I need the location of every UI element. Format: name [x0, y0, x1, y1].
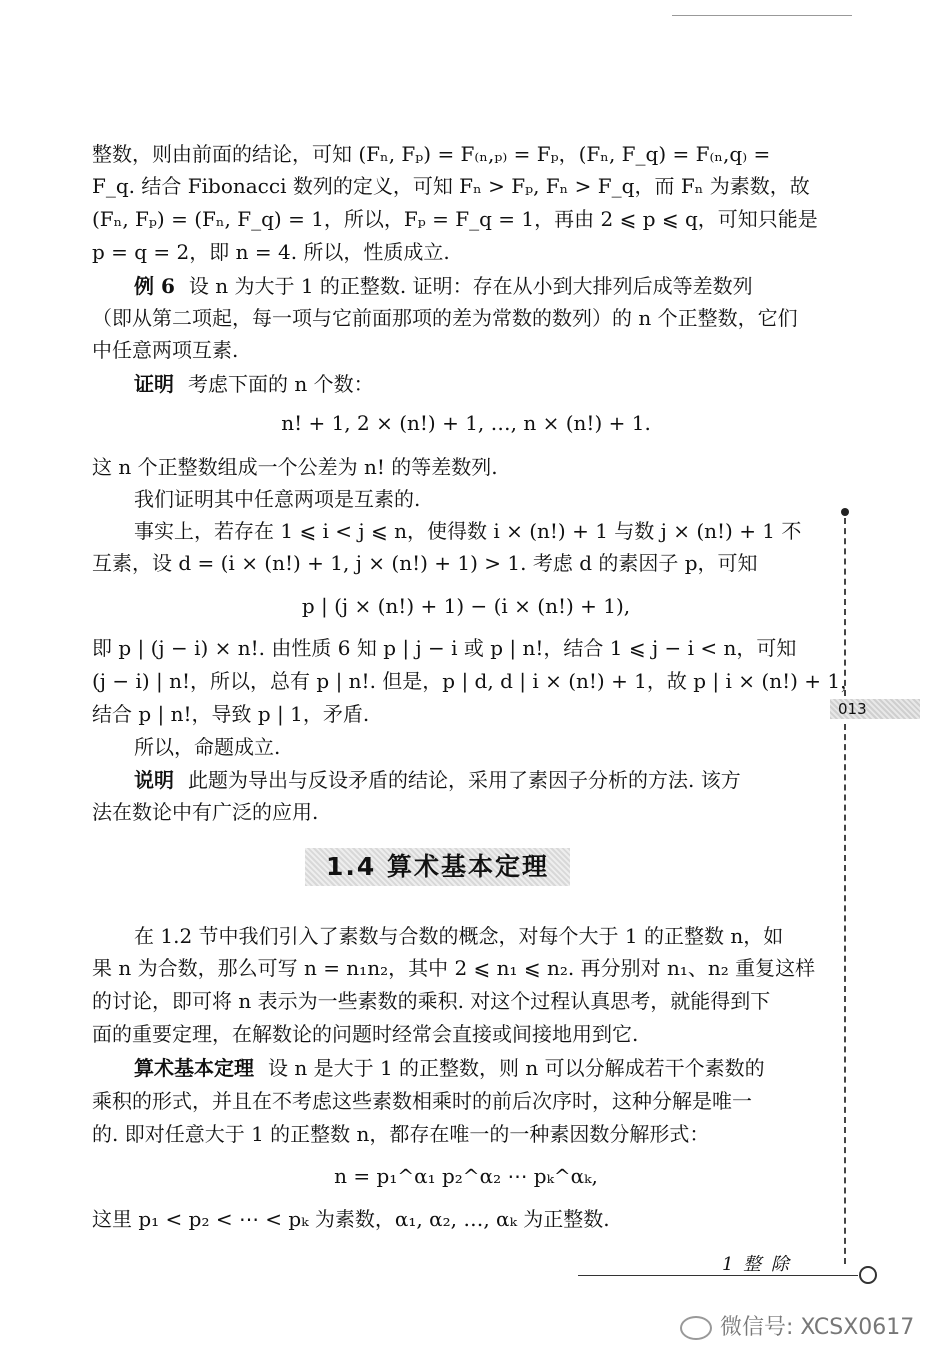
remark-text: 此题为导出与反设矛盾的结论，采用了素因子分析的方法. 该方: [188, 768, 741, 792]
top-rule: [672, 15, 852, 16]
intro-l3: 的讨论，即可将 n 表示为一些素数的乘积. 对这个过程认真思考，就能得到下: [92, 989, 771, 1013]
section-title: 1.4 算术基本定理: [305, 848, 570, 886]
intro-l1: 在 1.2 节中我们引入了素数与合数的概念，对每个大于 1 的正整数 n，如: [134, 924, 784, 948]
proof-p4c: 结合 p | n!，导致 p | 1，矛盾.: [92, 702, 370, 726]
margin-dot: [841, 508, 849, 516]
margin-dash-upper: [844, 518, 846, 696]
proof-p3a: 事实上，若存在 1 ⩽ i < j ⩽ n，使得数 i × (n!) + 1 与数 j × (n!) + 1 不: [134, 519, 802, 543]
proof-p3b: 互素，设 d = (i × (n!) + 1, j × (n!) + 1) > 1. 考虑 d 的素因子 p，可知: [92, 551, 758, 575]
example6-line2: （即从第二项起，每一项与它前面那项的差为常数的数列）的 n 个正整数，它们: [92, 306, 798, 330]
theorem-text: 设 n 是大于 1 的正整数，则 n 可以分解成若干个素数的: [268, 1056, 765, 1080]
example-label: 例 6: [134, 274, 175, 298]
remark-line2: 法在数论中有广泛的应用.: [92, 800, 319, 824]
watermark-text: 微信号: XCSX0617: [720, 1315, 915, 1340]
footer-rule: [578, 1275, 858, 1276]
wechat-icon: [680, 1316, 712, 1340]
theorem-label: 算术基本定理: [134, 1056, 254, 1080]
proof-p1: 这 n 个正整数组成一个公差为 n! 的等差数列.: [92, 455, 498, 479]
proof-p5: 所以，命题成立.: [134, 735, 281, 759]
intro-l4: 面的重要定理，在解数论的问题时经常会直接或间接地用到它.: [92, 1022, 639, 1046]
intro-l2: 果 n 为合数，那么可写 n = n₁n₂，其中 2 ⩽ n₁ ⩽ n₂. 再分别对 n₁、n₂ 重复这样: [92, 956, 816, 980]
page-number: 013: [830, 699, 920, 719]
proof-label: 证明: [134, 372, 174, 396]
margin-dash-lower: [844, 724, 846, 1264]
remark-line1: [134, 764, 834, 796]
text-line-3: (Fₙ, Fₚ) = (Fₙ, F_q) = 1，所以，Fₚ = F_q = 1，再由 2 ⩽ p ⩽ q，可知只能是: [92, 207, 818, 231]
example6-line3: 中任意两项互素.: [92, 338, 239, 362]
text-line-4: p = q = 2，即 n = 4. 所以，性质成立.: [92, 240, 450, 264]
formula-1: n! + 1, 2 × (n!) + 1, …, n × (n!) + 1.: [281, 411, 651, 435]
example6-line1: [134, 270, 834, 302]
text-line-2: F_q. 结合 Fibonacci 数列的定义，可知 Fₙ > Fₚ, Fₙ > F_q，而 Fₙ 为素数，故: [92, 174, 810, 198]
formula-2: p | (j × (n!) + 1) − (i × (n!) + 1),: [301, 594, 631, 618]
formula-3: n = p₁^α₁ p₂^α₂ ⋯ pₖ^αₖ,: [334, 1164, 598, 1188]
theorem-l1: [134, 1052, 834, 1084]
example-text: 设 n 为大于 1 的正整数. 证明：存在从小到大排列后成等差数列: [188, 274, 753, 298]
proof-intro: [134, 368, 834, 400]
proof-p4b: (j − i) | n!，所以，总有 p | n!. 但是，p | d, d | i × (n!) + 1，故 p | i × (n!) + 1，: [92, 669, 861, 693]
text-line-1: 整数，则由前面的结论，可知 (Fₙ, Fₚ) = F₍ₙ,ₚ₎ = Fₚ，(Fₙ, F_q) = F₍ₙ,q₎ =: [92, 142, 771, 166]
proof-p2: 我们证明其中任意两项是互素的.: [134, 487, 421, 511]
proof-p4a: 即 p | (j − i) × n!. 由性质 6 知 p | j − i 或 p | n!，结合 1 ⩽ j − i < n，可知: [92, 636, 797, 660]
remark-label: 说明: [134, 768, 174, 792]
footer-circle-icon: [859, 1266, 877, 1284]
wechat-watermark: [680, 1310, 914, 1341]
proof-intro-text: 考虑下面的 n 个数：: [188, 372, 374, 396]
theorem-l2: 乘积的形式，并且在不考虑这些素数相乘时的前后次序时，这种分解是唯一: [92, 1089, 752, 1113]
chapter-footer: 1 整 除: [722, 1254, 791, 1275]
theorem-l3: 的. 即对任意大于 1 的正整数 n，都存在唯一的一种素因数分解形式：: [92, 1122, 710, 1146]
theorem-l4: 这里 p₁ < p₂ < ⋯ < pₖ 为素数，α₁, α₂, …, αₖ 为正整数.: [92, 1207, 610, 1231]
